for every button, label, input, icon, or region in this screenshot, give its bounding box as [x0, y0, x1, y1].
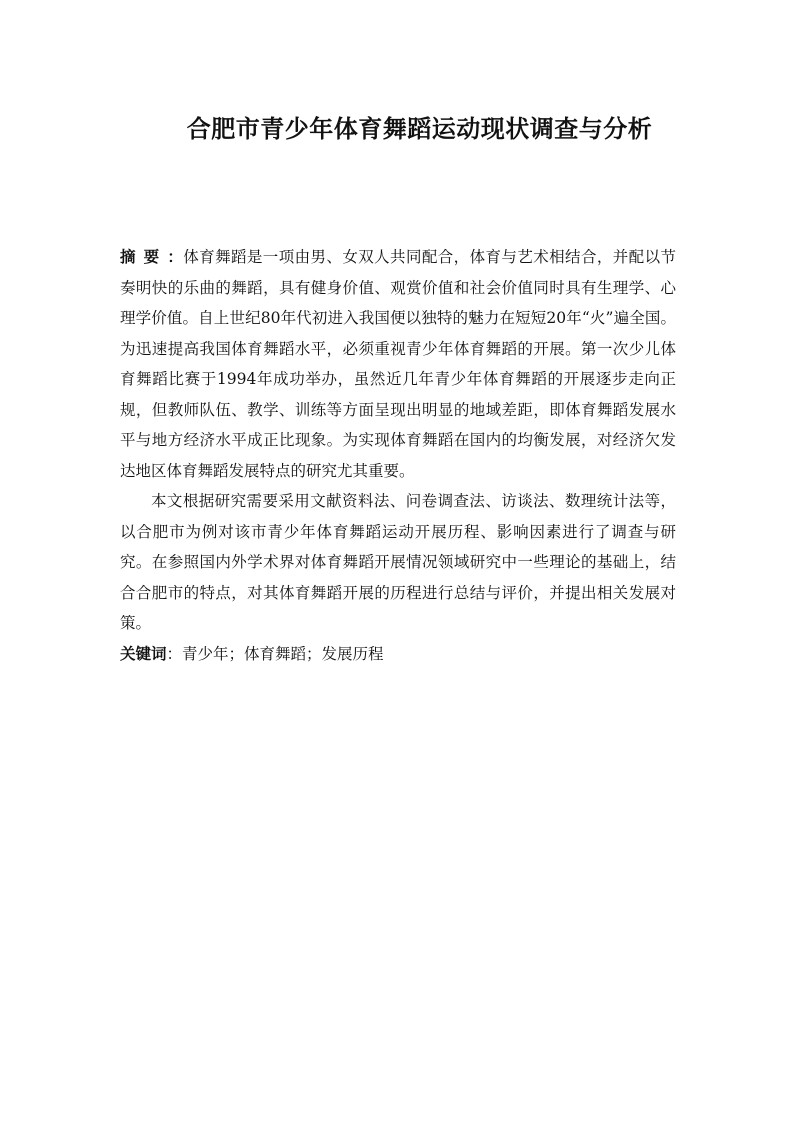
abstract-label: 摘要 [120, 248, 168, 266]
abstract-text-1: 体育舞蹈是一项由男、女双人共同配合，体育与艺术相结合，并配以节奏明快的乐曲的舞蹈，具有健身价值、观赏价值和社会价值同时具有生理学、心理学价值。自上世纪80年代初进入我国便以独特的魅力在短短20年“火”遍全国。为迅速提高我国体育舞蹈水平，必须重视青少年体育舞蹈的开展。第一次少儿体育舞蹈比赛于1994年成功举办，虽然近几年青少年体育舞蹈的开展逐步走向正规，但教师队伍、教学、训练等方面呈现出明显的地域差距，即体育舞蹈发展水平与地方经济水平成正比现象。为实现体育舞蹈在国内的均衡发展，对经济欠发达地区体育舞蹈发展特点的研究尤其重要。 [120, 248, 676, 480]
keywords-colon: ： [166, 644, 183, 663]
keywords-line [120, 639, 676, 670]
document-title: 合肥市青少年体育舞蹈运动现状调查与分析 [186, 115, 653, 143]
keywords-value: 青少年；体育舞蹈；发展历程 [182, 644, 384, 663]
abstract-paragraph-2: 本文根据研究需要采用文献资料法、问卷调查法、访谈法、数理统计法等，以合肥市为例对该市青少年体育舞蹈运动开展历程、影响因素进行了调查与研究。在参照国内外学术界对体育舞蹈开展情况领域研究中一些理论的基础上，结合合肥市的特点，对其体育舞蹈开展的历程进行总结与评价，并提出相关发展对策。 [120, 492, 676, 632]
abstract-section [120, 242, 676, 669]
abstract-paragraph-1 [120, 242, 676, 486]
abstract-colon: ： [167, 248, 184, 266]
keywords-label: 关键词 [120, 644, 167, 663]
